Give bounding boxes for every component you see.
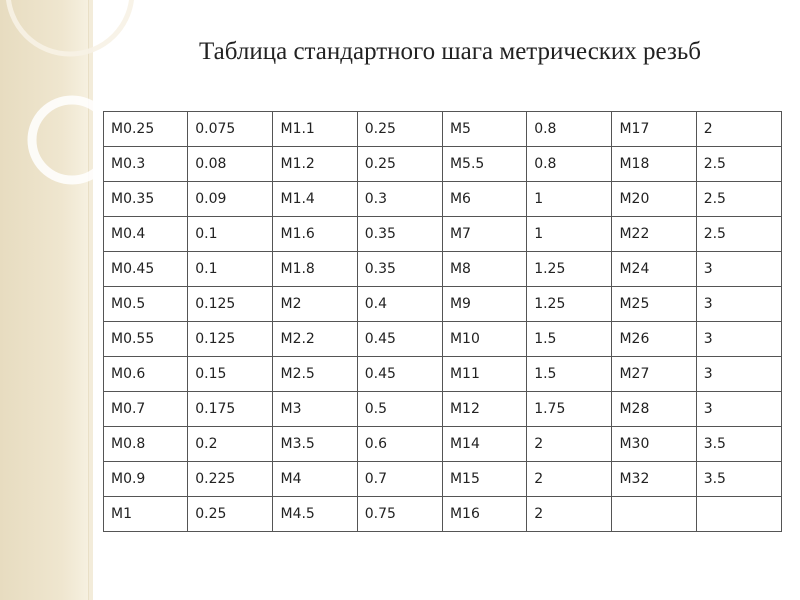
table-body	[104, 112, 782, 532]
thread-size-cell: M28	[612, 392, 696, 427]
thread-pitch-cell: 1.25	[527, 252, 612, 287]
thread-size-cell: M24	[612, 252, 696, 287]
thread-size-cell: M7	[442, 217, 526, 252]
thread-pitch-cell: 2.5	[696, 147, 781, 182]
thread-size-cell: M27	[612, 357, 696, 392]
thread-pitch-cell: 3	[696, 357, 781, 392]
thread-size-cell: M4.5	[273, 497, 357, 532]
thread-pitch-cell: 0.15	[188, 357, 273, 392]
table-row	[104, 322, 782, 357]
table-row	[104, 147, 782, 182]
thread-size-cell: M25	[612, 287, 696, 322]
table-row	[104, 497, 782, 532]
thread-size-cell: M0.9	[104, 462, 188, 497]
thread-size-cell: M26	[612, 322, 696, 357]
table-row	[104, 182, 782, 217]
thread-pitch-cell: 0.075	[188, 112, 273, 147]
table-row	[104, 357, 782, 392]
thread-size-cell: M30	[612, 427, 696, 462]
thread-size-cell: M8	[442, 252, 526, 287]
thread-size-cell: M0.35	[104, 182, 188, 217]
thread-size-cell: M4	[273, 462, 357, 497]
thread-size-cell: M2.5	[273, 357, 357, 392]
thread-pitch-cell: 0.3	[357, 182, 442, 217]
thread-pitch-cell	[696, 497, 781, 532]
thread-size-cell: M9	[442, 287, 526, 322]
thread-pitch-cell: 3.5	[696, 462, 781, 497]
thread-pitch-cell: 3	[696, 322, 781, 357]
thread-size-cell: M0.3	[104, 147, 188, 182]
thread-pitch-cell: 1	[527, 182, 612, 217]
thread-size-cell: M2.2	[273, 322, 357, 357]
thread-pitch-cell: 2	[527, 462, 612, 497]
thread-size-cell: M20	[612, 182, 696, 217]
thread-size-cell: M12	[442, 392, 526, 427]
thread-pitch-cell: 0.4	[357, 287, 442, 322]
table-row	[104, 252, 782, 287]
thread-pitch-cell: 3	[696, 392, 781, 427]
thread-size-cell: M1.6	[273, 217, 357, 252]
thread-pitch-cell: 1.5	[527, 322, 612, 357]
thread-pitch-cell: 0.8	[527, 147, 612, 182]
thread-pitch-cell: 0.25	[188, 497, 273, 532]
thread-pitch-cell: 3	[696, 252, 781, 287]
thread-size-cell: M0.45	[104, 252, 188, 287]
thread-pitch-cell: 0.09	[188, 182, 273, 217]
thread-size-cell: M10	[442, 322, 526, 357]
table-row	[104, 427, 782, 462]
thread-size-cell: M18	[612, 147, 696, 182]
thread-size-cell: M15	[442, 462, 526, 497]
thread-size-cell: M1.8	[273, 252, 357, 287]
thread-size-cell: M0.6	[104, 357, 188, 392]
thread-pitch-table	[103, 111, 782, 532]
thread-pitch-cell: 2.5	[696, 217, 781, 252]
thread-pitch-cell: 0.08	[188, 147, 273, 182]
thread-pitch-cell: 1.75	[527, 392, 612, 427]
thread-pitch-cell: 0.225	[188, 462, 273, 497]
thread-size-cell: M11	[442, 357, 526, 392]
thread-size-cell: M1.2	[273, 147, 357, 182]
thread-size-cell: M0.25	[104, 112, 188, 147]
table-row	[104, 287, 782, 322]
thread-pitch-cell: 0.8	[527, 112, 612, 147]
thread-pitch-cell: 1.5	[527, 357, 612, 392]
thread-pitch-cell: 1	[527, 217, 612, 252]
slide-title: Таблица стандартного шага метрических резьб	[199, 38, 701, 65]
thread-size-cell: M1	[104, 497, 188, 532]
thread-pitch-cell: 0.2	[188, 427, 273, 462]
thread-size-cell: M6	[442, 182, 526, 217]
thread-pitch-cell: 3.5	[696, 427, 781, 462]
thread-size-cell	[612, 497, 696, 532]
thread-pitch-cell: 0.25	[357, 147, 442, 182]
thread-size-cell: M3.5	[273, 427, 357, 462]
thread-size-cell: M0.55	[104, 322, 188, 357]
thread-pitch-cell: 2	[696, 112, 781, 147]
thread-size-cell: M5	[442, 112, 526, 147]
table-row	[104, 112, 782, 147]
thread-pitch-cell: 0.75	[357, 497, 442, 532]
thread-pitch-cell: 2	[527, 427, 612, 462]
thread-pitch-cell: 2	[527, 497, 612, 532]
thread-size-cell: M1.4	[273, 182, 357, 217]
decorative-side-band	[0, 0, 88, 600]
thread-pitch-cell: 0.1	[188, 252, 273, 287]
thread-size-cell: M0.5	[104, 287, 188, 322]
thread-size-cell: M16	[442, 497, 526, 532]
thread-pitch-cell: 0.45	[357, 322, 442, 357]
thread-size-cell: M0.4	[104, 217, 188, 252]
thread-pitch-cell: 0.1	[188, 217, 273, 252]
thread-pitch-cell: 2.5	[696, 182, 781, 217]
thread-size-cell: M17	[612, 112, 696, 147]
thread-pitch-cell: 0.175	[188, 392, 273, 427]
thread-size-cell: M14	[442, 427, 526, 462]
thread-pitch-cell: 0.35	[357, 252, 442, 287]
thread-pitch-cell: 0.5	[357, 392, 442, 427]
thread-size-cell: M22	[612, 217, 696, 252]
thread-pitch-cell: 0.125	[188, 322, 273, 357]
thread-size-cell: M5.5	[442, 147, 526, 182]
thread-size-cell: M32	[612, 462, 696, 497]
thread-size-cell: M3	[273, 392, 357, 427]
thread-size-cell: M2	[273, 287, 357, 322]
thread-size-cell: M1.1	[273, 112, 357, 147]
thread-size-cell: M0.7	[104, 392, 188, 427]
thread-size-cell: M0.8	[104, 427, 188, 462]
table-row	[104, 462, 782, 497]
table-row	[104, 217, 782, 252]
table-row	[104, 392, 782, 427]
thread-pitch-cell: 0.25	[357, 112, 442, 147]
thread-pitch-cell: 0.45	[357, 357, 442, 392]
thread-pitch-cell: 0.125	[188, 287, 273, 322]
thread-pitch-cell: 1.25	[527, 287, 612, 322]
thread-pitch-cell: 0.7	[357, 462, 442, 497]
thread-pitch-cell: 0.35	[357, 217, 442, 252]
thread-pitch-cell: 0.6	[357, 427, 442, 462]
side-band-edge	[88, 0, 93, 600]
thread-pitch-cell: 3	[696, 287, 781, 322]
